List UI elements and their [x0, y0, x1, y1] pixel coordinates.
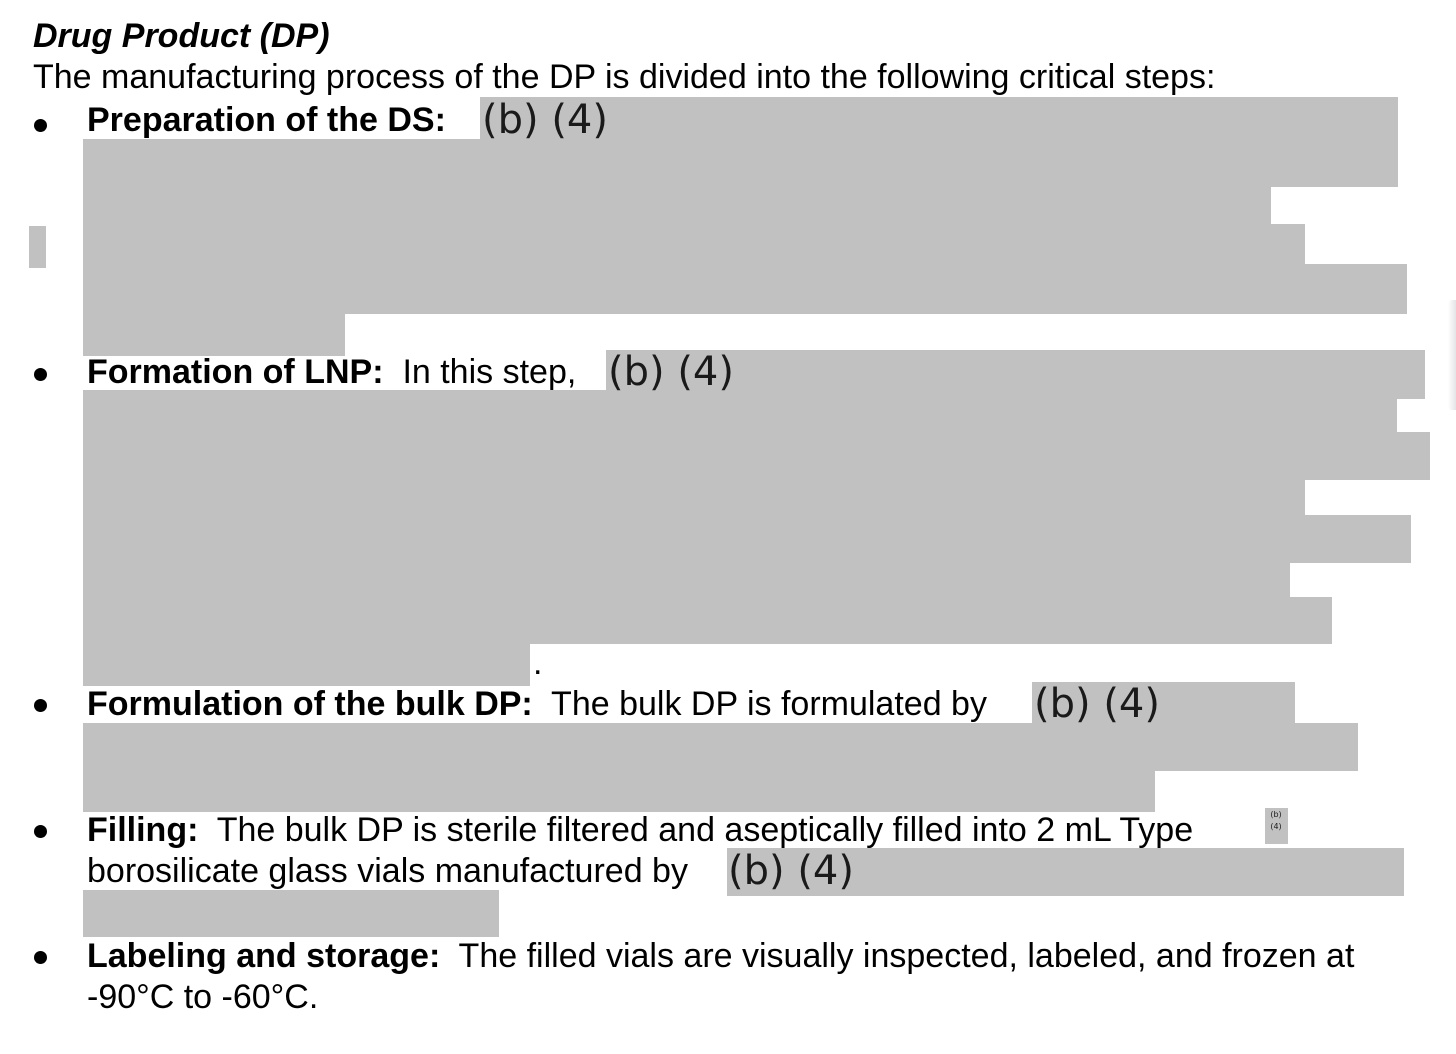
redaction-code: (b) (4)	[608, 349, 734, 395]
step-line	[87, 810, 1193, 850]
redaction-code-small-top: (b)	[1270, 810, 1282, 819]
redaction-block	[83, 597, 1332, 644]
redaction-block	[480, 97, 1398, 139]
step-label: Formulation of the bulk DP:	[87, 685, 533, 723]
redaction-block	[83, 139, 1398, 187]
step-label: Labeling and storage:	[87, 937, 441, 975]
redaction-block	[83, 563, 1290, 597]
intro-text: The manufacturing process of the DP is divided into the following critical steps:	[33, 58, 1216, 96]
bullet-icon	[34, 825, 47, 838]
step-line	[87, 936, 1354, 976]
redaction-code: (b) (4)	[728, 848, 854, 894]
page-edge-shadow	[1448, 300, 1456, 410]
bullet-icon	[34, 368, 47, 381]
bullet-icon	[34, 119, 47, 132]
step-text: The bulk DP is sterile filtered and aseptically filled into 2 mL Type	[216, 811, 1194, 849]
redaction-block	[83, 890, 499, 937]
redaction-block	[83, 723, 1358, 771]
redaction-block	[29, 226, 46, 268]
step-text: In this step,	[402, 353, 577, 391]
redaction-block	[83, 224, 1305, 264]
trailing-period: .	[533, 644, 543, 682]
step-line	[87, 684, 987, 724]
step-text: The filled vials are visually inspected, labeled, and frozen at	[458, 937, 1355, 975]
section-heading: Drug Product (DP)	[33, 17, 330, 55]
bullet-icon	[34, 951, 47, 964]
step-text: The bulk DP is formulated by	[551, 685, 987, 723]
redaction-block	[83, 390, 1397, 432]
step-label: Filling:	[87, 811, 199, 849]
redaction-block	[83, 515, 1411, 563]
redaction-block	[83, 264, 1407, 314]
step-label: Preparation of the DS:	[87, 101, 446, 139]
redaction-block	[83, 314, 345, 356]
redaction-block	[83, 432, 1430, 480]
redaction-code: (b) (4)	[1034, 681, 1160, 727]
redaction-code-small-bottom: (4)	[1270, 822, 1282, 831]
redaction-block	[83, 771, 1155, 812]
redaction-code: (b) (4)	[482, 97, 608, 143]
redaction-block	[83, 187, 1271, 224]
step-label: Formation of LNP:	[87, 353, 384, 391]
step-text-line2: borosilicate glass vials manufactured by	[87, 852, 688, 890]
step-text-line2: -90°C to -60°C.	[87, 978, 319, 1016]
bullet-icon	[34, 699, 47, 712]
redaction-block	[83, 480, 1305, 515]
redaction-block	[83, 644, 530, 686]
step-line	[87, 352, 576, 392]
